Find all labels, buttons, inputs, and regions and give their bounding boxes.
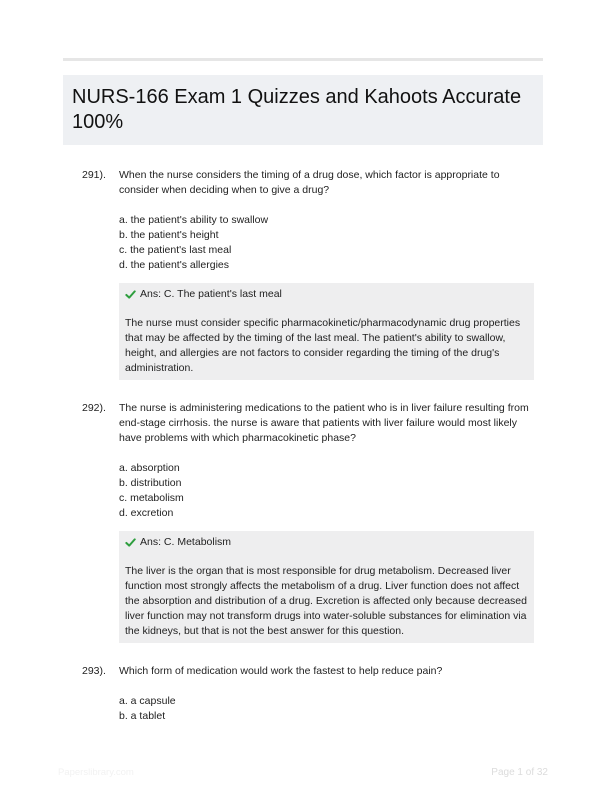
option-list (119, 694, 176, 724)
option-list (119, 213, 268, 273)
answer-line (125, 287, 528, 302)
check-icon (125, 537, 136, 548)
check-icon (125, 289, 136, 300)
answer-box (119, 531, 534, 643)
option-b: b. distribution (119, 477, 182, 489)
option-d: d. the patient's allergies (119, 259, 229, 271)
option-a: a. the patient's ability to swallow (119, 214, 269, 226)
question-text: When the nurse considers the timing of a drug dose, which factor is appropriate to consider when deciding when to give a drug? (119, 169, 500, 196)
option-a: a. a capsule (119, 695, 176, 707)
option-b: b. the patient's height (119, 229, 219, 241)
top-divider (63, 58, 543, 61)
page-title: NURS-166 Exam 1 Quizzes and Kahoots Accurate 100% (72, 86, 522, 133)
answer-box (119, 283, 534, 380)
question-text: The nurse is administering medications to the patient who is in liver failure resulting from end-stage cirrhosis. the nurse is aware that patients with liver failure would most likely have problems with which pharmacokinetic phase? (119, 402, 529, 444)
answer-explanation: The nurse must consider specific pharmacokinetic/pharmacodynamic drug properties that may be affected by the timing of the last meal. The patient's ability to swallow, height, and allergies are not factors to consider regarding the timing of the drug's administration. (125, 317, 521, 374)
footer-site: Paperslibrary.com (58, 767, 134, 778)
question-text: Which form of medication would work the fastest to help reduce pain? (119, 665, 443, 677)
answer-text: Ans: C. Metabolism (140, 536, 232, 548)
option-c: c. metabolism (119, 492, 184, 504)
title-banner (63, 75, 543, 145)
answer-text: Ans: C. The patient's last meal (140, 288, 282, 300)
option-list (119, 461, 184, 521)
option-b: b. a tablet (119, 710, 166, 722)
option-a: a. absorption (119, 462, 180, 474)
answer-line (125, 535, 528, 550)
option-c: c. the patient's last meal (119, 244, 232, 256)
answer-explanation: The liver is the organ that is most responsible for drug metabolism. Decreased liver function most strongly affects the metabolism of a drug. Liver function does not affect the absorption and distribution of a drug. Excretion is affected only because decreased liver function may not transform drugs into water-soluble substances for elimination via the kidneys, but that is not the best answer for this question. (125, 565, 527, 637)
question-number: 292). (82, 402, 106, 414)
question-number: 293). (82, 665, 106, 677)
page-indicator: Page 1 of 32 (491, 767, 548, 778)
question-number: 291). (82, 169, 106, 181)
option-d: d. excretion (119, 507, 174, 519)
